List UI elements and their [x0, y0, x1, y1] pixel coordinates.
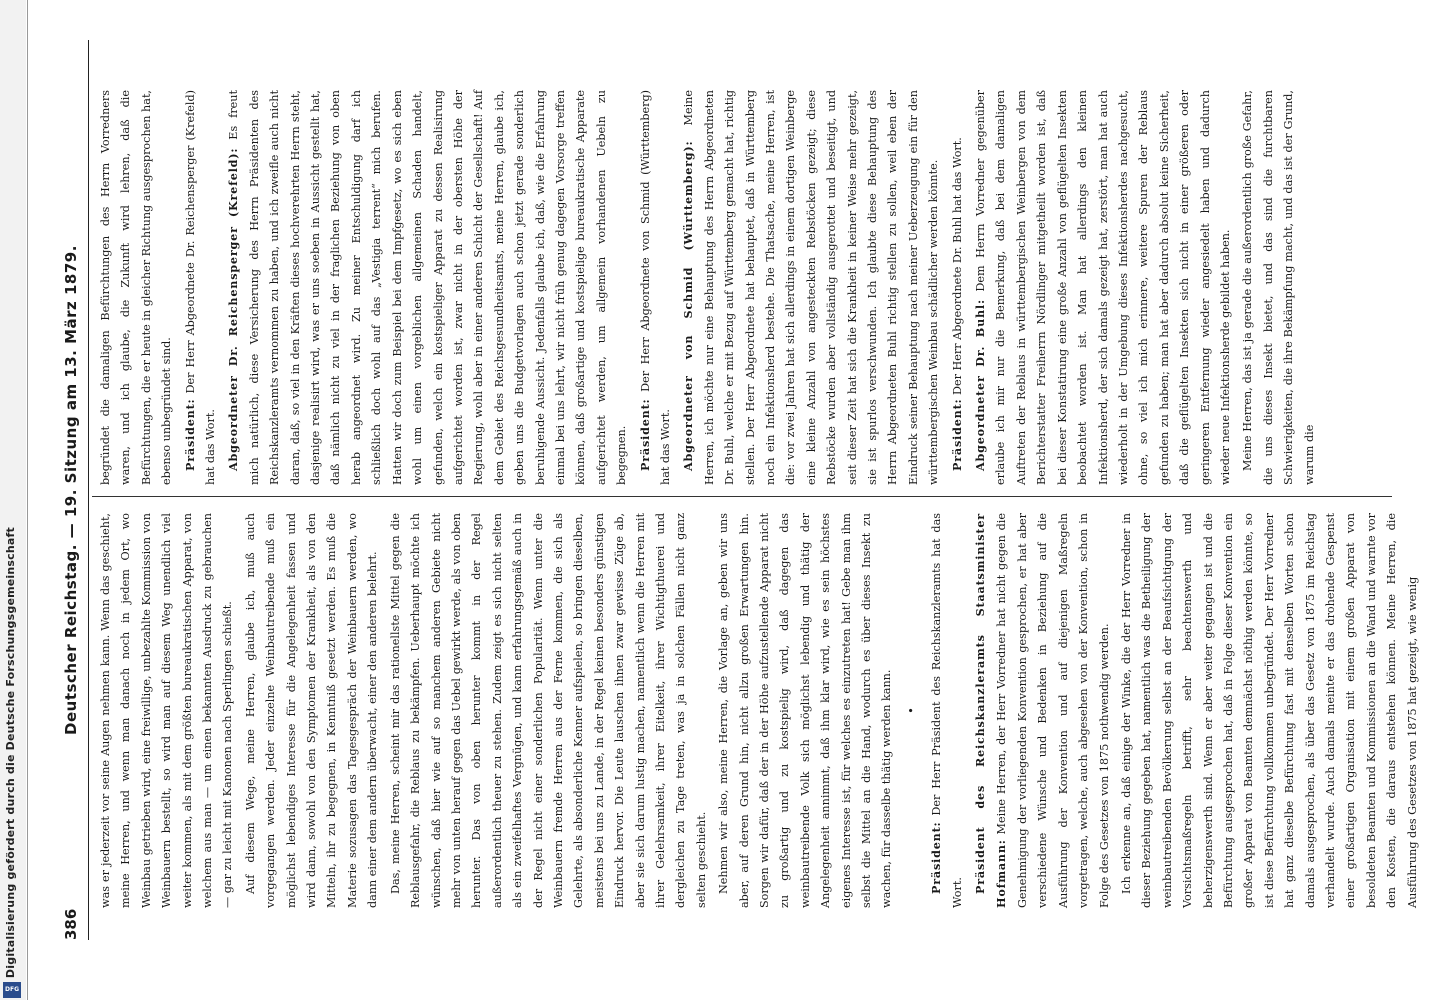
page-header: [58, 40, 86, 940]
separator-dot: •: [904, 707, 918, 714]
speech-text: Meine Herren, ich möchte nur eine Behauptung des Herrn Abgeordneten Dr. Buhl, welche er mit Bezug auf Württemberg gemacht hat, richtig stellen. Der Herr Abgeordnete hat behauptet, daß in Württemberg noch ein Infektionsherd bestehe. Die Thatsache, meine Herren, ist die: vor zwei Jahren hat sich allerdings in einem dortigen Weinberge eine kleine Anzahl von angesteckten Rebstöcken gezeigt; diese Rebstöcke wurden aber vollständig ausgerottet und beseitigt, und seit dieser Zeit hat sich die Krankheit in keiner Weise mehr gezeigt, sie ist spurlos verschwunden. Ich glaubte diese Behauptung des Herrn Abgeordneten Buhl richtig stellen zu sollen, weil eben der Eindruck seiner Behauptung nach meiner Ueberzeugung ein für den württembergischen Weinbau schädlicher werden könnte.: [682, 90, 941, 485]
speaker-name: Präsident:: [182, 398, 197, 471]
speech: [970, 513, 1115, 908]
speech-text: Der Herr Abgeordnete Dr. Reichensperger (Krefeld) hat das Wort.: [183, 90, 218, 485]
speaker-name: Abgeordneter von Schmid (Württemberg):: [681, 140, 696, 471]
speech-text: Der Herr Abgeordnete Dr. Buhl hat das Wort.: [950, 137, 964, 395]
speech-text: Der Herr Abgeordnete von Schmid (Württemberg) hat das Wort.: [638, 90, 672, 485]
speech-text: Meine Herren, der Herr Vorredner hat nicht gegen die Genehmigung der vorliegenden Konvention gesprochen, er hat aber verschiedene Wünsche und Bedenken in Beziehung auf die Ausführung der Konvention und auf diejenigen Maßregeln vorgetragen, welche, auch abgesehen von der Konvention, schon in Folge des Gesetzes von 1875 nothwendig werden.: [995, 513, 1111, 908]
paragraph: Das, meine Herren, scheint mir das rationellste Mittel gegen die Reblausgefahr, die Reblaus zu bekämpfen. Ueberhaupt möchte ich wünschen, daß hier wie auf so manchem anderen Gebiete nicht mehr von unten herauf gegen das Uebel gewirkt werde, als von oben herunter. Das von oben herunter kommt in der Regel außerordentlich theuer zu stehen. Zudem zeigt es sich nicht selten als ein zweifelhaftes Vergnügen, und kann erfahrungsgemäß auch in der Regel nicht einer sonderlichen Popularität. Wenn unter die Weinbauern fremde Herren aus der Ferne kommen, die sich als Gelehrte, als absonderliche Kenner aufspielen, so bringen dieselben, meistens bei uns zu Lande, in der Regel keinen besonders günstigen Eindruck hervor. Die Leute lauschen ihnen zwar gewisse Züge ab, aber sie sich darum lustig machen, namentlich wenn die Herren mit ihrer Gelehrsamkeit, ihrer Eitelkeit, ihrer Wichtigthuerei und dergleichen zu Tage treten, was ja in solchen Fällen nicht ganz selten geschieht.: [388, 513, 708, 908]
paragraph: Nehmen wir also, meine Herren, die Vorlage an, geben wir uns aber, auf deren Grund hin, nicht allzu großen Erwartungen hin. Sorgen wir dafür, daß der in der Höhe aufzustellende Apparat nicht zu großartig und zu kostspielig wird, daß dagegen das weinbautreibende Volk sich möglichst lebendig und thätig der Angelegenheit annimmt, daß ihm klar wird, wie es sein höchstes eigenes Interesse ist, für welches es einzutreten hat! Gebe man ihm selbst die Mittel an die Hand, wodurch es über dieses Insekt zu wachen, für dasselbe thätig werden kann.: [717, 513, 894, 908]
speaker-name: Präsident des Reichskanzleramts Staatsminister Hofmann:: [973, 513, 1009, 908]
speaker-name: Abgeordneter Dr. Buhl:: [973, 299, 988, 471]
right-column: [96, 90, 1386, 485]
paragraph: Ich erkenne an, daß einige der Winke, die der Herr Vorredner in dieser Beziehung gegeben hat, namentlich was die Betheiligung der weinbautreibenden Bevölkerung selbst an der Beaufsichtigung der Vorsichtsmaßregeln betrifft, sehr beachtenswerth und beherzigenswerth sind. Wenn er aber weiter gegangen ist und die Befürchtung ausgesprochen hat, daß in Folge dieser Konvention ein großer Apparat von Beamten demnächst nöthig werden könnte, so ist diese Befürchtung vollkommen unbegründet. Der Herr Vorredner hat ganz dieselbe Befürchtung fast mit denselben Worten schon damals ausgesprochen, als über das Gesetz von 1875 im Reichstag verhandelt wurde. Auch damals meinte er das drohende Gespenst einer großartigen Organisation mit einem großen Apparat von besoldeten Beamten und Kommissionen an die Wand und warnte vor den Kosten, die daraus entstehen können. Meine Herren, die Ausführung des Gesetzes von 1875 hat gezeigt, wie wenig: [1119, 513, 1419, 908]
speaker-name: Präsident:: [929, 821, 944, 894]
dfg-logo: DFG: [3, 982, 21, 998]
paragraph: Auf diesem Wege, meine Herren, glaube ich, muß auch vorgegangen werden. Jeder einzelne Weinbautreibende muß ein möglichst lebendiges Interesse für die Angelegenheit fassen und wird dann, sowohl von den Symptomen der Krankheit, als von den Mitteln, ihr zu begegnen, in Kenntniß gesetzt werden. Es muß die Materie sozusagen das Tagesgespräch der Weinbauern werden, wo dann einer dem andern überwacht, einer den anderen belehrt.: [243, 513, 380, 908]
speech: [970, 90, 1236, 485]
speech-text: Dem Herrn Vorredner gegenüber erlaube ich mir nur die Bemerkung, daß bei dem damaligen Auftreten der Reblaus in württembergischen Weinbergen von dem Berichterstatter Freiherrn Nördlinger mitgetheilt worden ist, daß bei dieser Konstatirung eine große Anzahl von geflügelten Insekten beobachtet worden ist. Man hat allerdings den kleinen Infektionsherd, der sich damals gezeigt hat, zerstört, man hat auch wiederholt in der Umgebung dieses Infektionsherdes nachgesucht, ohne, so viel ich mich erinnere, weitere Spuren der Reblaus gefunden zu haben; man hat aber dadurch absolut keine Sicherheit, daß die geflügelten Insekten sich nicht in einer größeren oder geringeren Entfernung wieder angesiedelt haben und dadurch wieder neue Infektionsherde gebildet haben.: [974, 90, 1232, 485]
speech-text: Es freut mich natürlich, diese Versicherung des Herrn Präsidenten des Reichskanzleramts vernommen zu haben, und ich zweifle auch nicht daran, daß, so viel in den Kräften dieses hochverehrten Herrn steht, dasjenige realisirt wird, was er uns soeben in Aussicht gestellt hat, daß nämlich nicht zu viel in der fraglichen Beziehung von oben herab angeordnet wird. Zu meiner Entschuldigung darf ich schließlich doch wohl auf das „Vestigia terrent“ mich berufen. Hatten wir doch zum Beispiel bei dem Impfgesetz, wo es sich eben wohl um einen vorgeblichen allgemeinen Schaden handelt, gefunden, welch ein kostspieliger Apparat zu dessen Realisirung aufgerichtet worden ist, zwar nicht in der obersten Höhe der Regierung, wohl aber in einer anderen Schicht der Gesellschaft! Auf dem Gebiet des Reichsgesundheitsamts, meine Herren, glaube ich, geben uns die Budgetvorlagen auch schon jetzt gerade sonderlich beruhigende Aussicht. Jedenfalls glaube ich, daß, wie die Erfahrung einmal bei uns lehrt, wir nicht früh genug dagegen Vorsorge treffen können, daß großartige und kostspielige bureaukratische Apparate aufgerichtet werden, um allgemein vorhandenen Uebeln zu begegnen.: [227, 90, 629, 485]
digitization-note: Digitalisierung gefördert durch die Deutsche Forschungsgemeinschaft: [4, 526, 17, 978]
paragraph: was er jederzeit vor seine Augen nehmen kann. Wenn das geschieht, meine Herren, und wenn man danach noch in jedem Ort, wo Weinbau getrieben wird, eine freiwillige, unbezahlte Kommission von Weinbauern bestellt, so wird man auf diesem Weg unendlich viel weiter kommen, als mit dem größten bureaukratischen Apparat, von welchem aus man — um einen bekannten Ausdruck zu gebrauchen — gar zu leicht mit Kanonen nach Sperlingen schießt.: [99, 513, 235, 908]
speaker-name: Präsident:: [949, 398, 964, 471]
speech: [180, 90, 222, 485]
speech: [947, 90, 968, 485]
paragraph: Meine Herren, das ist ja gerade die außerordentlich große Gefahr, die uns dieses Insekt bietet, und das sind die furchtbaren Schwierigkeiten, die ihre Bekämpfung macht, und das ist der Grund, warum die: [1241, 90, 1316, 485]
paragraph: begründet die damaligen Befürchtungen des Herrn Vorredners waren, und ich glaube, die Zukunft wird lehren, daß die Befürchtungen, die er heute in gleicher Richtung ausgesprochen hat, ebenso unbegründet sind.: [99, 90, 174, 485]
page-number: 386: [62, 908, 80, 940]
speaker-name: Abgeordneter Dr. Reichensperger (Krefeld):: [226, 147, 241, 471]
column-divider: [92, 496, 1392, 497]
speaker-name: Präsident:: [637, 398, 652, 471]
header-rule: [88, 40, 89, 940]
speech: [635, 90, 677, 485]
speech: [223, 90, 632, 485]
left-column: [96, 512, 1419, 908]
speech: [678, 90, 944, 485]
speech: [926, 513, 968, 908]
running-title: Deutscher Reichstag. — 19. Sitzung am 13. März 1879.: [62, 245, 80, 735]
speech-text: Der Herr Präsident des Reichskanzleramts hat das Wort.: [930, 512, 964, 908]
